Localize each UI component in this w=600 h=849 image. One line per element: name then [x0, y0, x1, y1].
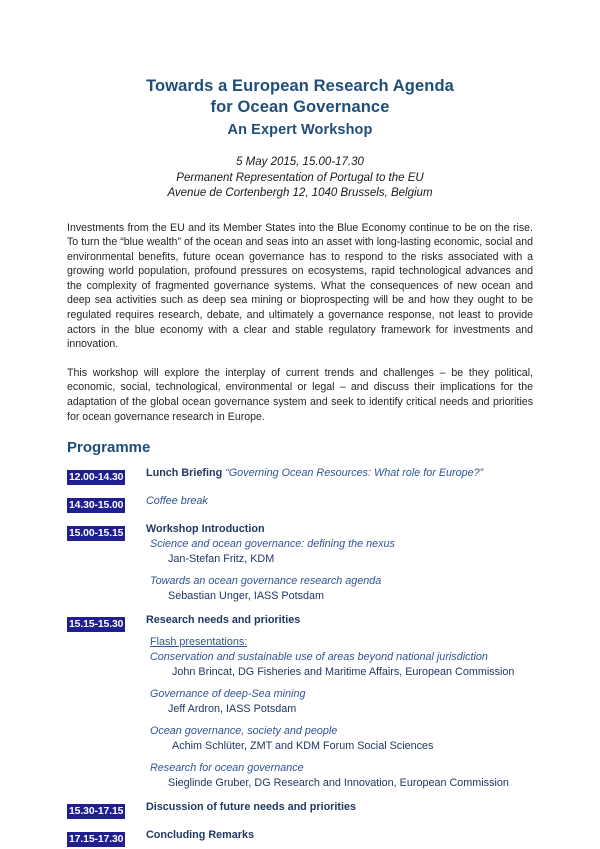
- session-title: [146, 466, 533, 481]
- talk-speaker: Achim Schlüter, ZMT and KDM Forum Social Sciences: [172, 740, 434, 753]
- talk-speaker: John Brincat, DG Fisheries and Maritime Affairs, European Commission: [172, 666, 515, 679]
- time-cell: [67, 494, 146, 513]
- intro-paragraph-2: This workshop will explore the interplay of current trends and challenges – be they political, economic, social, technological, environmental or legal – and discuss their implications for the adaptation of the global ocean governance system and seek to identify critical needs and priorities for ocean governance research in Europe.: [67, 366, 533, 423]
- time-cell: [67, 613, 146, 632]
- document-header: [67, 0, 533, 141]
- content-cell: [146, 466, 533, 481]
- talk-topic: Research for ocean governance: [150, 762, 304, 775]
- content-cell: [146, 613, 533, 791]
- talk-topic: Science and ocean governance: defining the nexus: [150, 538, 395, 551]
- programme-row: [67, 494, 533, 513]
- time-badge: 12.00-14.30: [69, 472, 124, 484]
- programme-row: [67, 613, 533, 791]
- talk-speaker: Jeff Ardron, IASS Potsdam: [168, 703, 297, 716]
- time-badge: 15.15-15.30: [69, 619, 124, 631]
- page-title-line-1: Towards a European Research Agenda: [146, 77, 454, 95]
- content-cell: [146, 522, 533, 604]
- session-title: Workshop Introduction: [146, 523, 265, 536]
- intro-paragraph-1: Investments from the EU and its Member States into the Blue Economy continue to be on the rise. To turn the “blue wealth” of the ocean and seas into an asset with long-lasting economic, social and environmental benefits, future ocean governance has to respond to the risks associated with a growing world population, profound pressures on ecosystems, rapid technological advances and the complexity of fragmented governance systems. What the consequences of new ocean and deep sea activities such as deep sea mining or bioprospecting will be and how they ought to be regulated requires research, debate, and ultimately a governance response, not least to provide actors in the blue economy with a clear and stable regulatory framework for investments and innovation.: [67, 221, 533, 351]
- spacer: [146, 754, 533, 761]
- programme-row: [67, 466, 533, 485]
- programme-row: [67, 800, 533, 819]
- intro-section: [67, 221, 533, 425]
- page-subtitle: An Expert Workshop: [227, 122, 373, 138]
- session-title: Research needs and priorities: [146, 614, 301, 627]
- talk-topic: Towards an ocean governance research agenda: [150, 575, 382, 588]
- session-title: Concluding Remarks: [146, 829, 254, 842]
- time-cell: [67, 800, 146, 819]
- spacer: [146, 567, 533, 574]
- time-cell: [67, 466, 146, 485]
- session-title: Coffee break: [146, 495, 208, 508]
- programme-list: [67, 466, 533, 847]
- page-title-line-2: for Ocean Governance: [210, 98, 390, 116]
- spacer: [146, 628, 533, 635]
- talk-topic: Ocean governance, society and people: [150, 725, 338, 738]
- content-cell: [146, 800, 533, 815]
- programme-heading: Programme: [67, 439, 151, 457]
- time-cell: [67, 828, 146, 847]
- session-title: Discussion of future needs and priorities: [146, 801, 356, 814]
- programme-row: [67, 522, 533, 604]
- content-cell: [146, 828, 533, 843]
- session-title-text: Lunch Briefing: [146, 467, 223, 480]
- content-cell: [146, 494, 533, 509]
- spacer: [146, 680, 533, 687]
- event-details: [67, 155, 533, 202]
- talk-speaker: Sieglinde Gruber, DG Research and Innovation, European Commission: [168, 777, 509, 790]
- talk-speaker: Jan-Stefan Fritz, KDM: [168, 553, 275, 566]
- time-badge: 15.30-17.15: [69, 806, 124, 818]
- event-venue: Permanent Representation of Portugal to the EU: [176, 171, 424, 184]
- flash-presentations-label: Flash presentations:: [150, 636, 248, 649]
- event-date: 5 May 2015, 15.00-17.30: [236, 156, 364, 168]
- time-cell: [67, 522, 146, 541]
- talk-topic: Governance of deep-Sea mining: [150, 688, 306, 701]
- talk-speaker: Sebastian Unger, IASS Potsdam: [168, 590, 325, 603]
- time-badge: 17.15-17.30: [69, 834, 124, 846]
- time-badge: 15.00-15.15: [69, 528, 124, 540]
- programme-row: [67, 828, 533, 847]
- event-address: Avenue de Cortenbergh 12, 1040 Brussels, Belgium: [167, 187, 433, 199]
- session-title-quote: “Governing Ocean Resources: What role for Europe?”: [225, 467, 484, 480]
- time-badge: 14.30-15.00: [69, 500, 124, 512]
- spacer: [146, 717, 533, 724]
- talk-topic: Conservation and sustainable use of areas beyond national jurisdiction: [150, 651, 488, 664]
